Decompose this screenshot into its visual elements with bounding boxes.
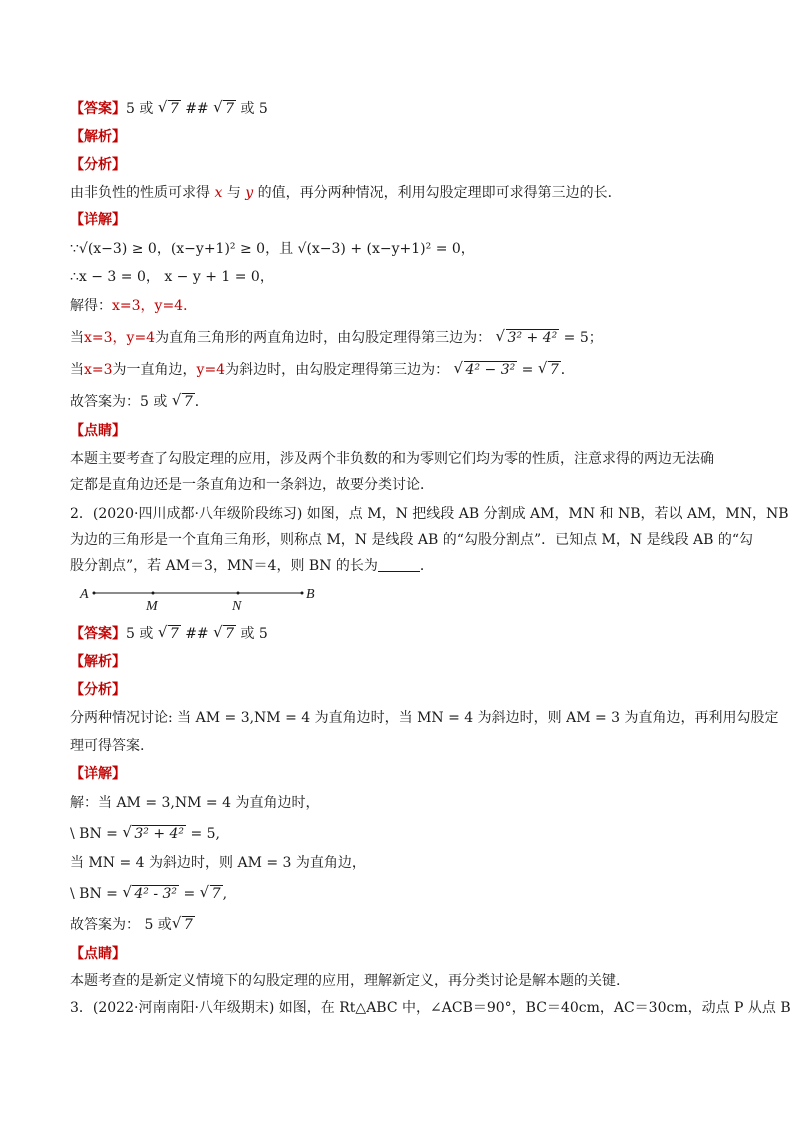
q3-stem: 3．(2022·河南南阳·八年级期末) 如图，在 Rt△ABC 中，∠ACB＝90°，BC＝40cm，AC＝30cm，动点 P 从点 B [70, 1000, 791, 1016]
answer-blank [378, 557, 420, 572]
q1-detail-line-6: 故答案为：5 或 √ 7 ． [70, 392, 734, 412]
sqrt-expr: √ 4² - 3² [123, 884, 179, 904]
q1-analysis-text: 由非负性的性质可求得 x 与 y 的值，再分两种情况，利用勾股定理即可求得第三边的长． [70, 185, 622, 201]
comment-tag: 【点睛】 [70, 946, 126, 962]
sqrt-expr: √ 7 [173, 915, 195, 935]
point-m [152, 592, 155, 595]
analysis-tag: 【解析】 [70, 654, 126, 670]
q1-answer-line [70, 99, 734, 119]
q2-analysis-1: 分两种情况讨论: 当 AM = 3,NM = 4 为直角边时，当 MN = 4 为斜边时，则 AM = 3 为直角边，再利用勾股定 [70, 710, 779, 726]
q1-comment-1: 本题主要考查了勾股定理的应用，涉及两个非负数的和为零则它们均为零的性质，注意求得的两边无法确 [70, 451, 714, 467]
sqrt-expr: √ 7 [201, 884, 223, 904]
answer-tag: 【答案】 [70, 626, 126, 642]
sqrt-expr: √ 7 [159, 99, 181, 119]
q2-comment: 本题考查的是新定义情境下的勾股定理的应用，理解新定义，再分类讨论是解本题的关键. [70, 973, 621, 989]
answer-tail: 或 5 [240, 101, 268, 117]
q2-stem-3: 股分割点”，若 AM＝3，MN＝4，则 BN 的长为 ． [70, 558, 434, 574]
answer-text: 5 或 [126, 101, 154, 117]
analysis-sub-tag: 【分析】 [70, 157, 126, 173]
q2-detail-5: 故答案为： 5 或√ 7 [70, 915, 734, 935]
label-n: N [232, 599, 242, 614]
sqrt-expr: √ 7 [539, 360, 561, 380]
q2-detail-2: \ BN = √ 3² + 4² = 5, [70, 824, 734, 844]
q1-detail-line-1: ∵√(x−3) ≥ 0，(x−y+1)² ≥ 0，且 √(x−3) + (x−y+1)² = 0， [70, 241, 475, 257]
label-m: M [146, 599, 158, 614]
label-a: A [80, 587, 89, 602]
detail-tag: 【详解】 [70, 766, 126, 782]
q2-detail-1: 解：当 AM = 3,NM = 4 为直角边时， [70, 795, 320, 811]
answer-tag: 【答案】 [70, 101, 126, 117]
sqrt-expr: √ 4² − 3² [455, 360, 518, 380]
q1-detail-line-5: 当x=3为一直角边，y=4为斜边时，由勾股定理得第三边为： √ 4² − 3² = √ 7 ． [70, 360, 734, 380]
point-n [237, 592, 240, 595]
point-a [93, 592, 96, 595]
segment-figure [70, 582, 330, 614]
q1-detail-line-4: 当x=3，y=4为直角三角形的两直角边时，由勾股定理得第三边为： √ 3² + 4² = 5； [70, 328, 734, 348]
q1-detail-line-2: ∴x − 3 = 0， x − y + 1 = 0， [70, 269, 274, 285]
q2-detail-3: 当 MN = 4 为斜边时，则 AM = 3 为直角边， [70, 855, 366, 871]
detail-tag: 【详解】 [70, 212, 126, 228]
sqrt-expr: √ 3² + 4² [497, 328, 560, 348]
q1-comment-2: 定都是直角边还是一条直角边和一条斜边，故要分类讨论． [70, 477, 434, 493]
q2-stem-2: 为边的三角形是一个直角三角形，则称点 M，N 是线段 AB 的“勾股分割点”．已知点 M，N 是线段 AB 的“勾 [70, 532, 754, 548]
answer-separator: ## [185, 101, 209, 117]
q2-answer-line: 【答案】5 或 √ 7 ## √ 7 或 5 [70, 624, 734, 644]
sqrt-expr: √ 7 [159, 624, 181, 644]
q1-detail-line-3: 解得：x=3，y=4． [70, 298, 198, 314]
analysis-tag: 【解析】 [70, 129, 126, 145]
sqrt-expr: √ 3² + 4² [123, 824, 186, 844]
q2-analysis-2: 理可得答案. [70, 738, 145, 754]
label-b: B [306, 587, 315, 602]
point-b [301, 592, 304, 595]
q2-detail-4: \ BN = √ 4² - 3² = √ 7 , [70, 884, 734, 904]
comment-tag: 【点睛】 [70, 423, 126, 439]
analysis-sub-tag: 【分析】 [70, 682, 126, 698]
q2-stem-1: 2．(2020·四川成都·八年级阶段练习) 如图，点 M，N 把线段 AB 分割成 AM，MN 和 NB，若以 AM，MN，NB [70, 506, 789, 522]
sqrt-expr: √ 7 [173, 392, 195, 412]
sqrt-expr: √ 7 [214, 99, 236, 119]
sqrt-expr: √ 7 [214, 624, 236, 644]
